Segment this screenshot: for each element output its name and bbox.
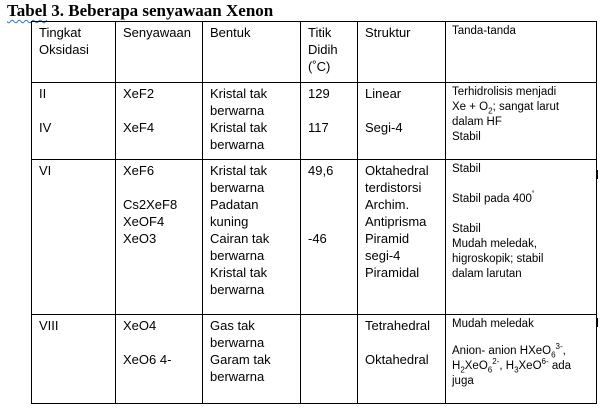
compound-cell: XeO4 XeO6 4- (116, 315, 203, 404)
notes-cell: Terhidrolisis menjadi $Xe + O_2$; sangat larut dalam HF Stabil (446, 83, 597, 160)
note-stable-400: Stabil pada 400˚ (452, 190, 535, 205)
shape-cell: Gas tak berwarna Garam tak berwarna (203, 315, 301, 404)
notes-cell: Mudah meledak Anion- anion HXeO$_6^{3-}$, $H_2XeO_6^{2-}$, $H_3XeO^{6-}$ ada juga (446, 315, 597, 404)
structure-cell: Oktahedral terdistorsi Archim. Antiprisma Piramid segi-4 Piramidal (358, 160, 446, 315)
structure-cell: Tetrahedral Oktahedral (358, 315, 446, 404)
table-row (32, 315, 597, 404)
xenon-compounds-table (31, 21, 597, 404)
shape-cell: Kristal tak berwarna Padatan kuning Cairan tak berwarna Kristal tak berwarna (203, 160, 301, 315)
right-edge-marker (596, 318, 598, 327)
shape-cell: Kristal tak berwarna Kristal tak berwarna (203, 83, 301, 160)
oxidation-cell: VI (32, 160, 116, 315)
table-caption (7, 1, 273, 21)
compound-cell: XeF2 XeF4 (116, 83, 203, 160)
note-hydrolysis: Terhidrolisis menjadi $Xe + O_2$; sangat larut dalam HF (452, 86, 560, 128)
caption-word-tabel: Tabel (7, 1, 48, 20)
table-row (32, 160, 597, 315)
right-edge-marker (596, 170, 598, 179)
note-anions: Anion- anion HXeO$_6^{3-}$, $H_2XeO_6^{2-}$, $H_3XeO^{6-}$ ada juga (452, 342, 572, 387)
oxidation-cell: II IV (32, 83, 116, 160)
notes-cell: Stabil Stabil pada 400˚ Stabil Mudah meledak, higroskopik; stabil dalam larutan (446, 160, 597, 315)
header-shape: Bentuk (203, 22, 301, 83)
table-row (32, 83, 597, 160)
caption-text: 3. Beberapa senyawaan Xenon (47, 1, 274, 20)
header-oxidation: Tingkat Oksidasi (32, 22, 116, 83)
table-header-row (32, 22, 597, 83)
oxidation-cell: VIII (32, 315, 116, 404)
header-compound: Senyawaan (116, 22, 203, 83)
structure-cell: Linear Segi-4 (358, 83, 446, 160)
header-melting-point: Titik Didih (˚C) (301, 22, 358, 83)
melting-point-cell (301, 315, 358, 404)
melting-point-cell: 129 117 (301, 83, 358, 160)
header-notes: Tanda-tanda (446, 22, 597, 83)
melting-point-cell: 49,6 -46 (301, 160, 358, 315)
header-structure: Struktur (358, 22, 446, 83)
compound-cell: XeF6 Cs2XeF8 XeOF4 XeO3 (116, 160, 203, 315)
